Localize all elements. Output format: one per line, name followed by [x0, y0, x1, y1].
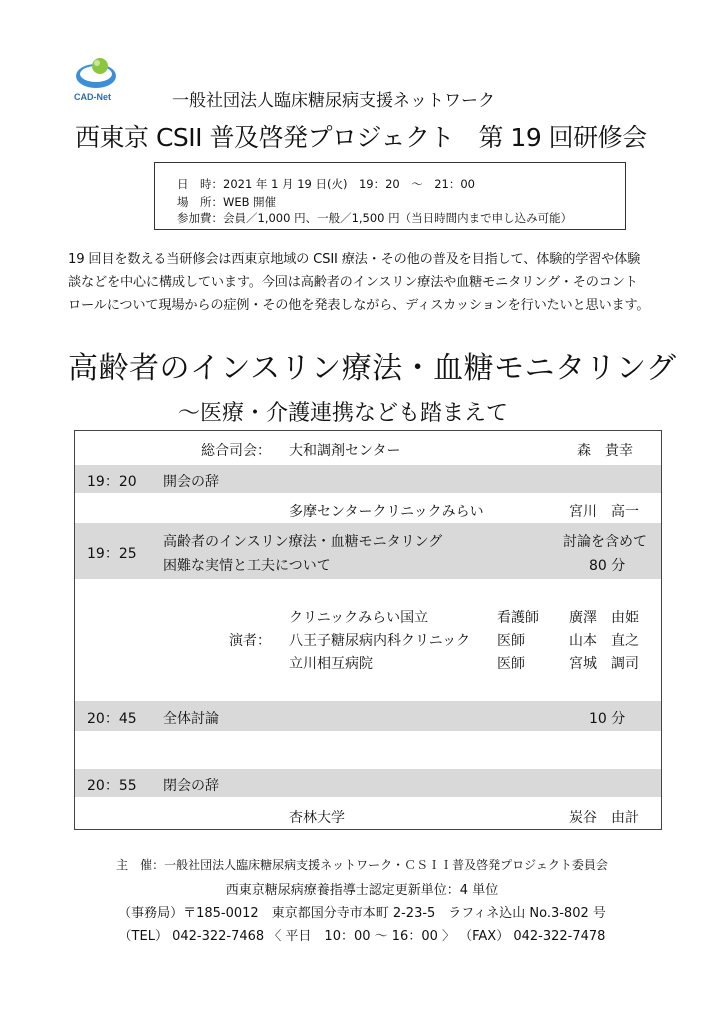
speaker-name: 宮城 調司	[569, 656, 639, 672]
event-fee: 参加費：会員／1,000 円、一般／1,500 円（当日時間内まで申し込み可能）	[177, 211, 573, 225]
host-label: 総合司会：	[201, 443, 271, 459]
opening-name: 宮川 高一	[569, 504, 639, 520]
intro-line: ロールについて現場からの症例・その他を発表しながら、ディスカッションを行いたいと思います。	[68, 298, 650, 313]
session-note-line-2: 80 分	[589, 558, 626, 574]
event-title: 西東京 CSII 普及啓発プロジェクト 第 19 回研修会	[75, 123, 647, 152]
closing-org: 杏林大学	[289, 810, 345, 826]
session-note-line-1: 討論を含めて	[563, 534, 647, 550]
event-info-box	[154, 162, 626, 230]
discussion-time: 20：45	[87, 711, 137, 727]
event-place: 場 所：WEB 開催	[177, 195, 277, 209]
leaf-logo-icon	[70, 52, 126, 92]
intro-line: 19 回目を数える当研修会は西東京地域の CSII 療法・その他の普及を目指して、体験的学習や体験	[68, 252, 641, 267]
speaker-role: 医師	[497, 633, 525, 649]
intro-paragraph	[68, 248, 668, 317]
speaker-role: 看護師	[497, 610, 539, 626]
logo-text: CAD-Net	[74, 92, 111, 102]
opening-time: 19：20	[87, 474, 137, 490]
host-org: 大和調剤センター	[289, 443, 401, 459]
speaker-name: 山本 直之	[569, 633, 639, 649]
session-title-line-2: 困難な実情と工夫について	[163, 558, 331, 574]
main-title: 高齢者のインスリン療法・血糖モニタリング	[68, 351, 677, 386]
speaker-org: 八王子糖尿病内科クリニック	[289, 633, 471, 649]
host-name: 森 貴幸	[577, 443, 633, 459]
opening-org: 多摩センタークリニックみらい	[289, 504, 484, 520]
speaker-org: 立川相互病院	[289, 656, 373, 672]
session-time: 19：25	[87, 546, 137, 562]
closing-name: 炭谷 由計	[569, 810, 639, 826]
event-datetime: 日 時：2021 年 1 月 19 日(火) 19：20 ～ 21：00	[177, 177, 475, 191]
footer-contact: （TEL） 042-322-7468 〈 平日 10：00 ～ 16：00 〉 （FAX） 042-322-7478	[118, 929, 606, 944]
opening-title: 開会の辞	[163, 474, 219, 490]
subtitle: ～医療・介護連携なども踏まえて	[178, 401, 509, 426]
closing-title: 閉会の辞	[163, 778, 219, 794]
discussion-duration: 10 分	[589, 711, 626, 727]
speaker-role: 医師	[497, 656, 525, 672]
speakers-label: 演者：	[229, 633, 271, 649]
program-table	[74, 430, 662, 830]
footer-office: （事務局）〒185-0012 東京都国分寺市本町 2-23-5 ラフィネ込山 No.3-802 号	[118, 906, 606, 921]
footer-sponsor: 主 催：一般社団法人臨床糖尿病支援ネットワーク・ＣＳＩＩ普及啓発プロジェクト委員会	[116, 858, 608, 872]
footer-credit: 西東京糖尿病療養指導士認定更新単位：4 単位	[225, 883, 499, 898]
discussion-title: 全体討論	[163, 711, 219, 727]
intro-line: 談などを中心に構成しています。今回は高齢者のインスリン療法や血糖モニタリング・そのコント	[68, 275, 638, 290]
speaker-name: 廣澤 由姫	[569, 610, 639, 626]
closing-time: 20：55	[87, 778, 137, 794]
cad-net-logo	[70, 52, 126, 108]
speaker-org: クリニックみらい国立	[289, 610, 429, 626]
organization-name: 一般社団法人臨床糖尿病支援ネットワーク	[172, 91, 495, 111]
session-title-line-1: 高齢者のインスリン療法・血糖モニタリング	[163, 534, 443, 550]
